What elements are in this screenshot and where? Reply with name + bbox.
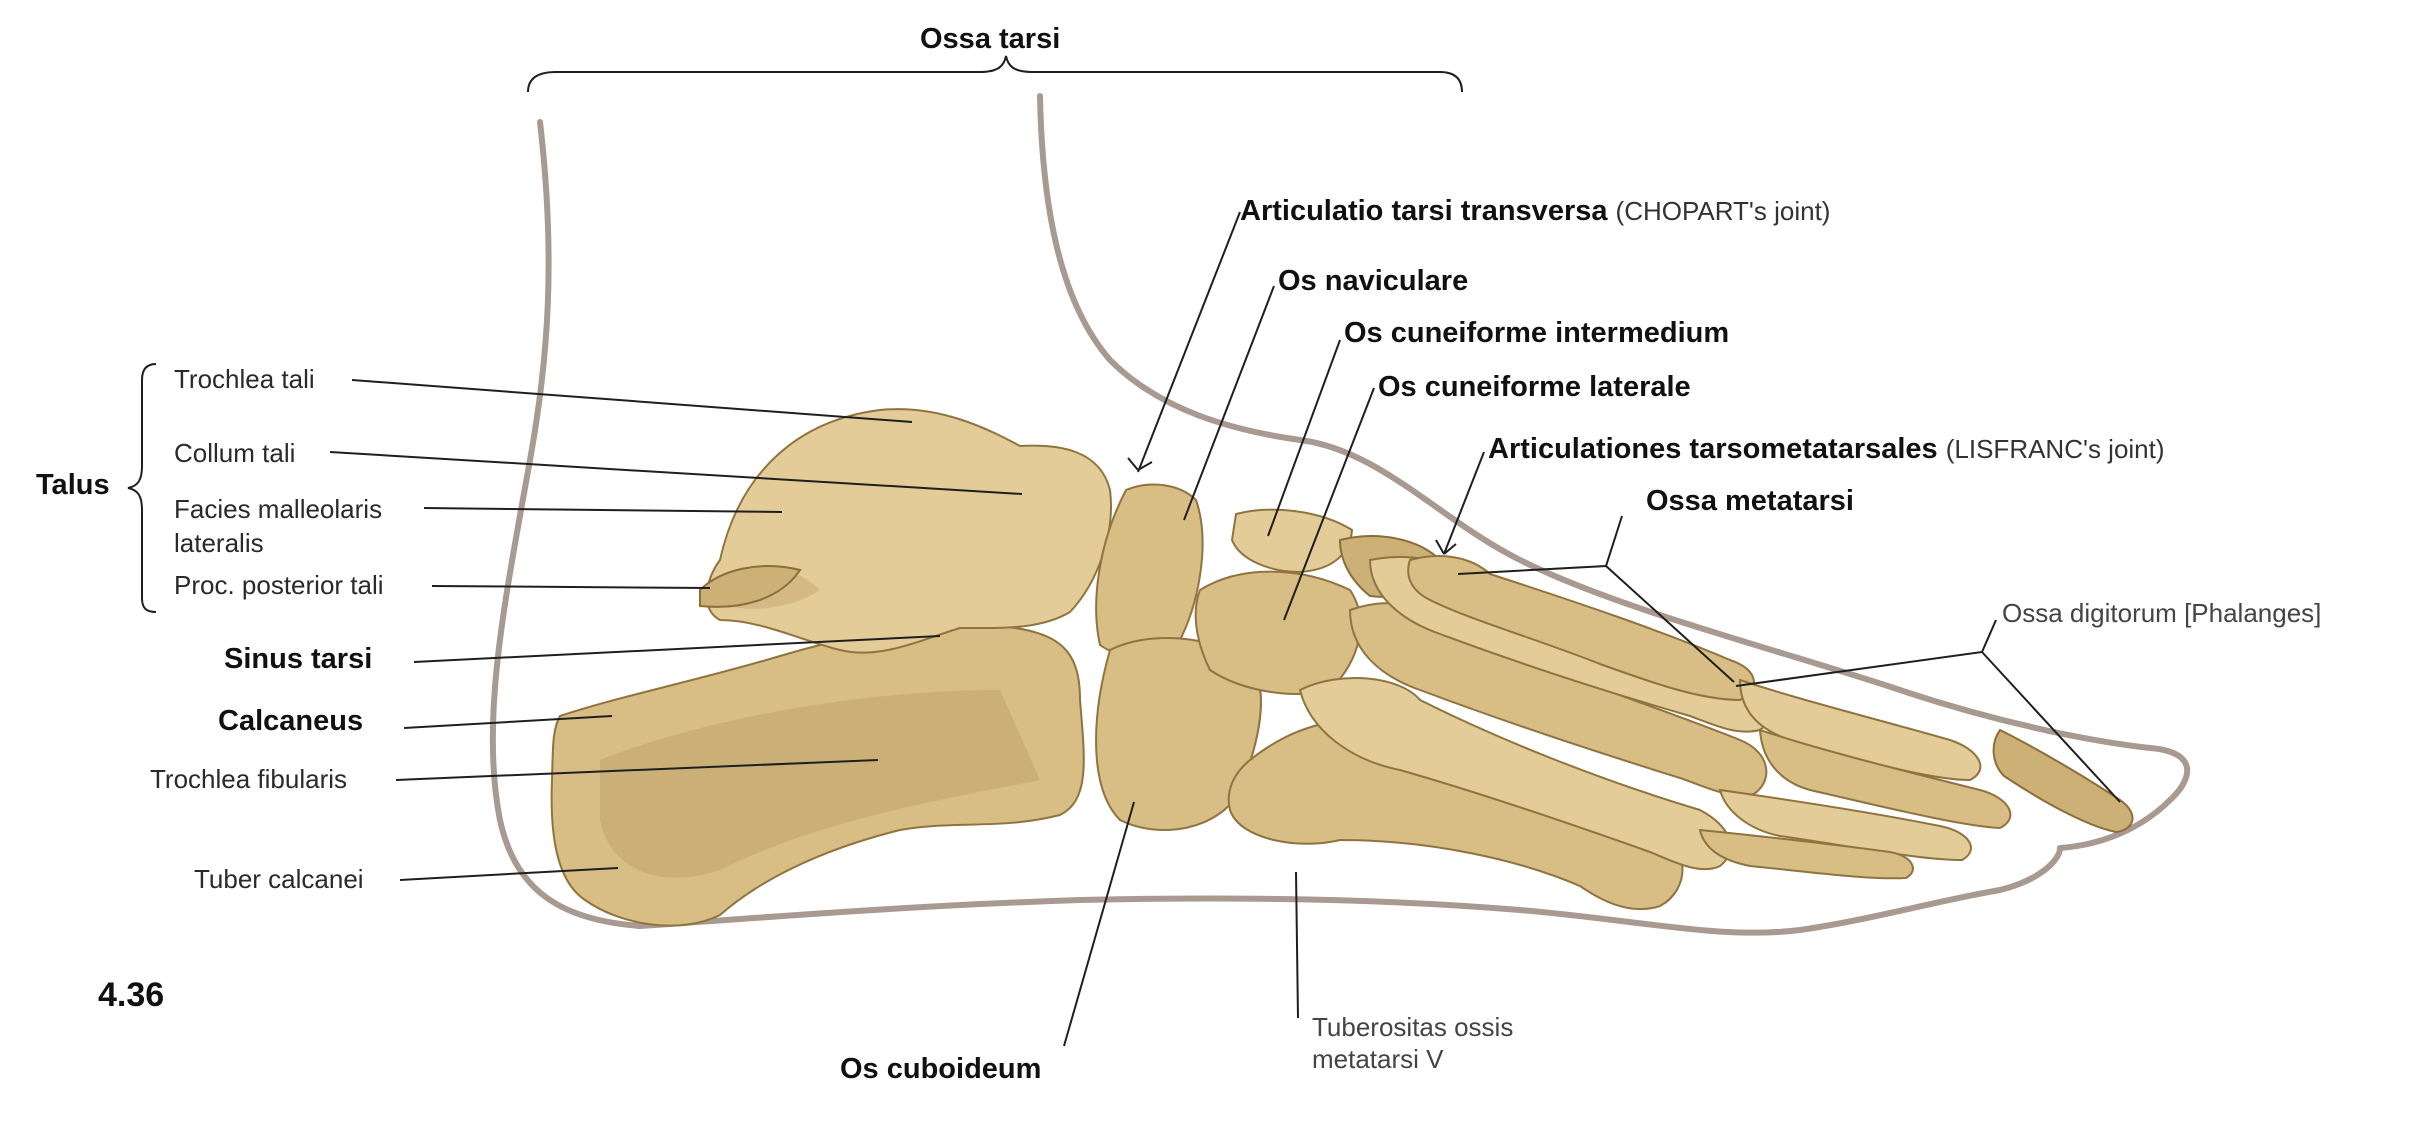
ossa-tarsi-brace	[528, 56, 1462, 92]
chopart-joint-label	[1240, 196, 1830, 226]
lisfranc-joint-main: Articulationes tarsometatarsales	[1488, 433, 1938, 465]
tuberositas-label: Tuberositas ossis	[1312, 1012, 1514, 1042]
tuber-calcanei-label: Tuber calcanei	[194, 864, 364, 894]
os-cuboideum-label: Os cuboideum	[840, 1053, 1042, 1085]
trochlea-tali-label: Trochlea tali	[174, 364, 315, 394]
proc-posterior-tali-label: Proc. posterior tali	[174, 570, 384, 600]
calcaneus-label: Calcaneus	[218, 705, 364, 737]
os-naviculare-label: Os naviculare	[1278, 265, 1469, 297]
navicular-bone	[1096, 485, 1202, 656]
cuneiforme-intermedium-bone	[1232, 510, 1352, 572]
figure-number: 4.36	[98, 976, 165, 1014]
sinus-tarsi-label: Sinus tarsi	[224, 643, 373, 675]
chopart-joint-sub: (CHOPART's joint)	[1615, 196, 1831, 226]
facies-malleolaris-label: Facies malleolaris	[174, 494, 383, 524]
chopart-joint-main: Articulatio tarsi transversa	[1240, 195, 1608, 227]
talus-bone	[707, 409, 1111, 653]
tuberositas-label-line2: metatarsi V	[1312, 1044, 1444, 1074]
lisfranc-joint-sub: (LISFRANC's joint)	[1945, 434, 2165, 464]
ossa-metatarsi-label: Ossa metatarsi	[1646, 485, 1854, 517]
talus-label: Talus	[36, 469, 110, 501]
facies-malleolaris-label-line2: lateralis	[174, 528, 264, 558]
lisfranc-joint-label	[1488, 434, 2165, 464]
cuneiforme-laterale-bone	[1196, 572, 1361, 694]
phalanges-label: Ossa digitorum [Phalanges]	[2002, 598, 2322, 628]
os-cuneiforme-intermedium-label: Os cuneiforme intermedium	[1344, 317, 1730, 349]
collum-tali-label: Collum tali	[174, 438, 296, 468]
ossa-tarsi-header: Ossa tarsi	[920, 23, 1061, 55]
os-cuneiforme-laterale-label: Os cuneiforme laterale	[1378, 371, 1691, 403]
talus-brace	[128, 364, 156, 612]
trochlea-fibularis-label: Trochlea fibularis	[150, 764, 348, 794]
